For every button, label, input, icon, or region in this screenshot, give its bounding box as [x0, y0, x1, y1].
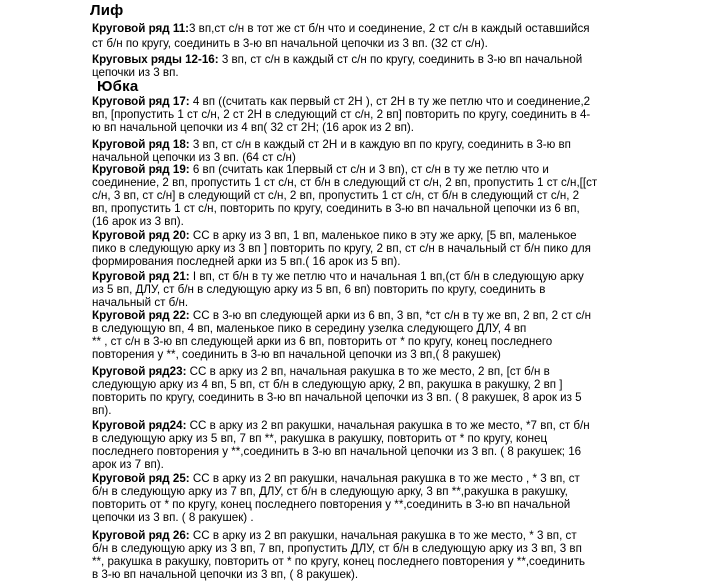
row-text: следующую арку из 4 вп, 5 вп, ст б/н в следующую арку, 2 вп, ракушка в ракушку, 2 вп ] — [92, 378, 563, 391]
row-text: вп). — [92, 404, 112, 417]
row-label: Круговой ряд 22: — [92, 309, 190, 322]
row-text: СС в арку из 2 вп ракушки, начальная ракушка в то же место, * 3 вп, ст — [189, 529, 577, 542]
row-label: Круговой ряд 26: — [92, 529, 190, 542]
row-text: 3 вп,ст с/н в тот же ст б/н что и соединение, 2 ст с/н в каждый оставшийся — [189, 22, 590, 35]
row-instruction-continuation — [92, 283, 545, 296]
row-text: СС в арку из 2 вп ракушки, начальная ракушка в то же место, *7 вп, ст б/н — [186, 419, 590, 432]
section-heading-skirt: Юбка — [97, 78, 139, 95]
row-text: СС в арку из 3 вп, 1 вп, маленькое пико в эту же арку, [5 вп, маленькое — [189, 229, 577, 242]
row-instruction-continuation — [92, 108, 590, 121]
row-instruction-continuation — [92, 189, 579, 202]
row-instruction-continuation — [92, 37, 488, 50]
row-instruction-continuation — [92, 322, 526, 335]
row-text: цепочки из 3 вп. — [92, 66, 179, 79]
row-instruction-line — [92, 472, 580, 485]
row-label: Круговой ряд24: — [92, 419, 187, 432]
row-label: Круговой ряд 19: — [92, 163, 190, 176]
row-text: начальной цепочки из 3 вп. (64 ст с/н) — [92, 151, 296, 164]
row-instruction-line — [92, 270, 584, 283]
row-text: повторения у **, соединить в 3-ю вп начальной цепочки из 3 вп,( 8 ракушек) — [92, 348, 501, 361]
row-instruction-line — [92, 163, 549, 176]
row-text: б/н в следующую арку из 3 вп, 7 вп, пропустить ДЛУ, ст б/н в следующую арку из 3 вп, 3 вп — [92, 542, 582, 555]
row-label: Круговой ряд23: — [92, 365, 187, 378]
row-instruction-line — [92, 138, 571, 151]
row-text: ** , ст с/н в 3-ю вп следующей арки из 6 вп, повторить от * по кругу, конец последнего — [92, 335, 553, 348]
row-label: Круговой ряд 20: — [92, 229, 190, 242]
row-instruction-continuation — [92, 255, 400, 268]
row-label: Круговой ряд 18: — [92, 138, 190, 151]
row-instruction-continuation — [92, 348, 501, 361]
row-text: 3 вп, ст с/н в каждый ст 2Н и в каждую вп по кругу, соединить в 3-ю вп — [189, 138, 571, 151]
row-text: ст б/н по кругу, соединить в 3-ю вп начальной цепочки из 3 вп. (32 ст с/н). — [92, 37, 488, 50]
row-text: пико в следующую арку из 3 вп ] повторить по кругу, 2 вп, ст с/н в начальный ст б/н пико для — [92, 242, 591, 255]
row-text: СС в 3-ю вп следующей арки из 6 вп, 3 вп, *ст с/н в ту же вп, 2 вп, 2 ст с/н — [189, 309, 592, 322]
row-instruction-continuation — [92, 176, 597, 189]
row-label: Круговой ряд 21: — [92, 270, 190, 283]
row-label: Круговой ряд 17: — [92, 95, 190, 108]
row-instruction-line — [92, 53, 582, 66]
row-instruction-continuation — [92, 215, 184, 228]
row-text: в следующую вп, 4 вп, маленькое пико в середину узелка следующего ДЛУ, 4 вп — [92, 322, 527, 335]
row-label: Круговых ряды 12-16: — [92, 53, 219, 66]
row-instruction-continuation — [92, 498, 570, 511]
row-instruction-continuation — [92, 432, 547, 445]
row-text: СС в арку из 2 вп ракушки, начальная ракушка в то же место , * 3 вп, ст — [189, 472, 580, 485]
row-instruction-line — [92, 529, 577, 542]
row-text: повторить по кругу, соединить в 3-ю вп начальной цепочки из 3 вп. ( 8 ракушек, 8 арок из 5 — [92, 391, 582, 404]
row-text: в 3-ю вп начальной цепочки из 3 вп, ( 8 ракушек). — [92, 568, 359, 581]
row-text: вп, [пропустить 1 ст с/н, 2 ст 2Н в следующий ст с/н, 2 вп] повторить по кругу, соединить в 4- — [92, 108, 591, 121]
row-instruction-line — [92, 229, 577, 242]
row-instruction-line — [92, 419, 590, 432]
row-instruction-continuation — [92, 404, 112, 417]
row-instruction-continuation — [92, 296, 188, 309]
row-label: Круговой ряд 25: — [92, 472, 190, 485]
row-text: с/н, 3 вп, ст с/н] в следующий ст с/н, 2 вп, пропустить 1 ст с/н, ст б/н в следующий ст с/н, 2 — [92, 189, 580, 202]
row-instruction-continuation — [92, 335, 552, 348]
row-instruction-continuation — [92, 66, 179, 79]
row-instruction-line — [92, 95, 590, 108]
row-instruction-continuation — [92, 542, 582, 555]
row-label: Круговой ряд 11: — [92, 22, 190, 35]
row-text: **, ракушка в ракушку, повторить от * по кругу, конец последнего повторения у **,соединить — [92, 555, 586, 568]
row-instruction-continuation — [92, 378, 563, 391]
row-text: повторить от * по кругу, конец последнего повторения у **,соединить в 3-ю вп начальной — [92, 498, 571, 511]
row-text: формирования последней арки из 5 вп.( 16 арок из 5 вп). — [92, 255, 401, 268]
row-instruction-continuation — [92, 485, 568, 498]
row-text: арок из 7 вп). — [92, 458, 164, 471]
row-text: СС в арку из 2 вп, начальная ракушка в то же место, 2 вп, [ст б/н в — [186, 365, 550, 378]
row-text: начальный ст б/н. — [92, 296, 189, 309]
row-text: ю вп начальной цепочки из 4 вп( 32 ст 2Н; (16 арок из 2 вп). — [92, 121, 414, 134]
row-text: 4 вп ((считать как первый ст 2Н ), ст 2Н в ту же петлю что и соединение,2 — [189, 95, 591, 108]
row-instruction-continuation — [92, 445, 581, 458]
row-instruction-line — [92, 22, 590, 35]
row-text: последнего повторения у **,соединить в 3-ю вп начальной цепочки из 3 вп. ( 8 ракушек; 16 — [92, 445, 582, 458]
row-text: I вп, ст б/н в ту же петлю что и начальная 1 вп,(ст б/н в следующую арку — [189, 270, 584, 283]
row-text: в следующую арку из 5 вп, 7 вп **, ракушка в ракушку, повторить от * по кругу, конец — [92, 432, 548, 445]
row-text: (16 арок из 3 вп). — [92, 215, 184, 228]
section-heading-bodice: Лиф — [90, 2, 124, 19]
row-instruction-continuation — [92, 568, 358, 581]
row-text: вп, пропустить 1 ст с/н, повторить по кругу, соединить в 3-ю вп начальной цепочки из 6 вп, — [92, 202, 580, 215]
row-instruction-continuation — [92, 555, 585, 568]
row-instruction-continuation — [92, 391, 582, 404]
row-text: б/н в следующую арку из 7 вп, ДЛУ, ст б/н в следующую арку, 3 вп **,ракушка в ракушку, — [92, 485, 568, 498]
row-text: 6 вп (считать как 1первый ст с/н и 3 вп), ст с/н в ту же петлю что и — [189, 163, 549, 176]
row-instruction-line — [92, 309, 591, 322]
row-instruction-continuation — [92, 242, 591, 255]
row-text: из 5 вп, ДЛУ, ст б/н в следующую арку из 5 вп, 6 вп) повторить по кругу, соединить в — [92, 283, 546, 296]
row-instruction-continuation — [92, 511, 254, 524]
row-text: соединение, 2 вп, пропустить 1 ст с/н, ст б/н в следующий ст с/н, 2 вп, пропустить 1 ст с/н,[[ст — [92, 176, 598, 189]
row-text: 3 вп, ст с/н в каждый ст с/н по кругу, соединить в 3-ю вп начальной — [218, 53, 583, 66]
row-text: цепочки из 3 вп. ( 8 ракушек) . — [92, 511, 254, 524]
row-instruction-continuation — [92, 202, 580, 215]
row-instruction-line — [92, 365, 550, 378]
row-instruction-continuation — [92, 458, 164, 471]
row-instruction-continuation — [92, 121, 414, 134]
